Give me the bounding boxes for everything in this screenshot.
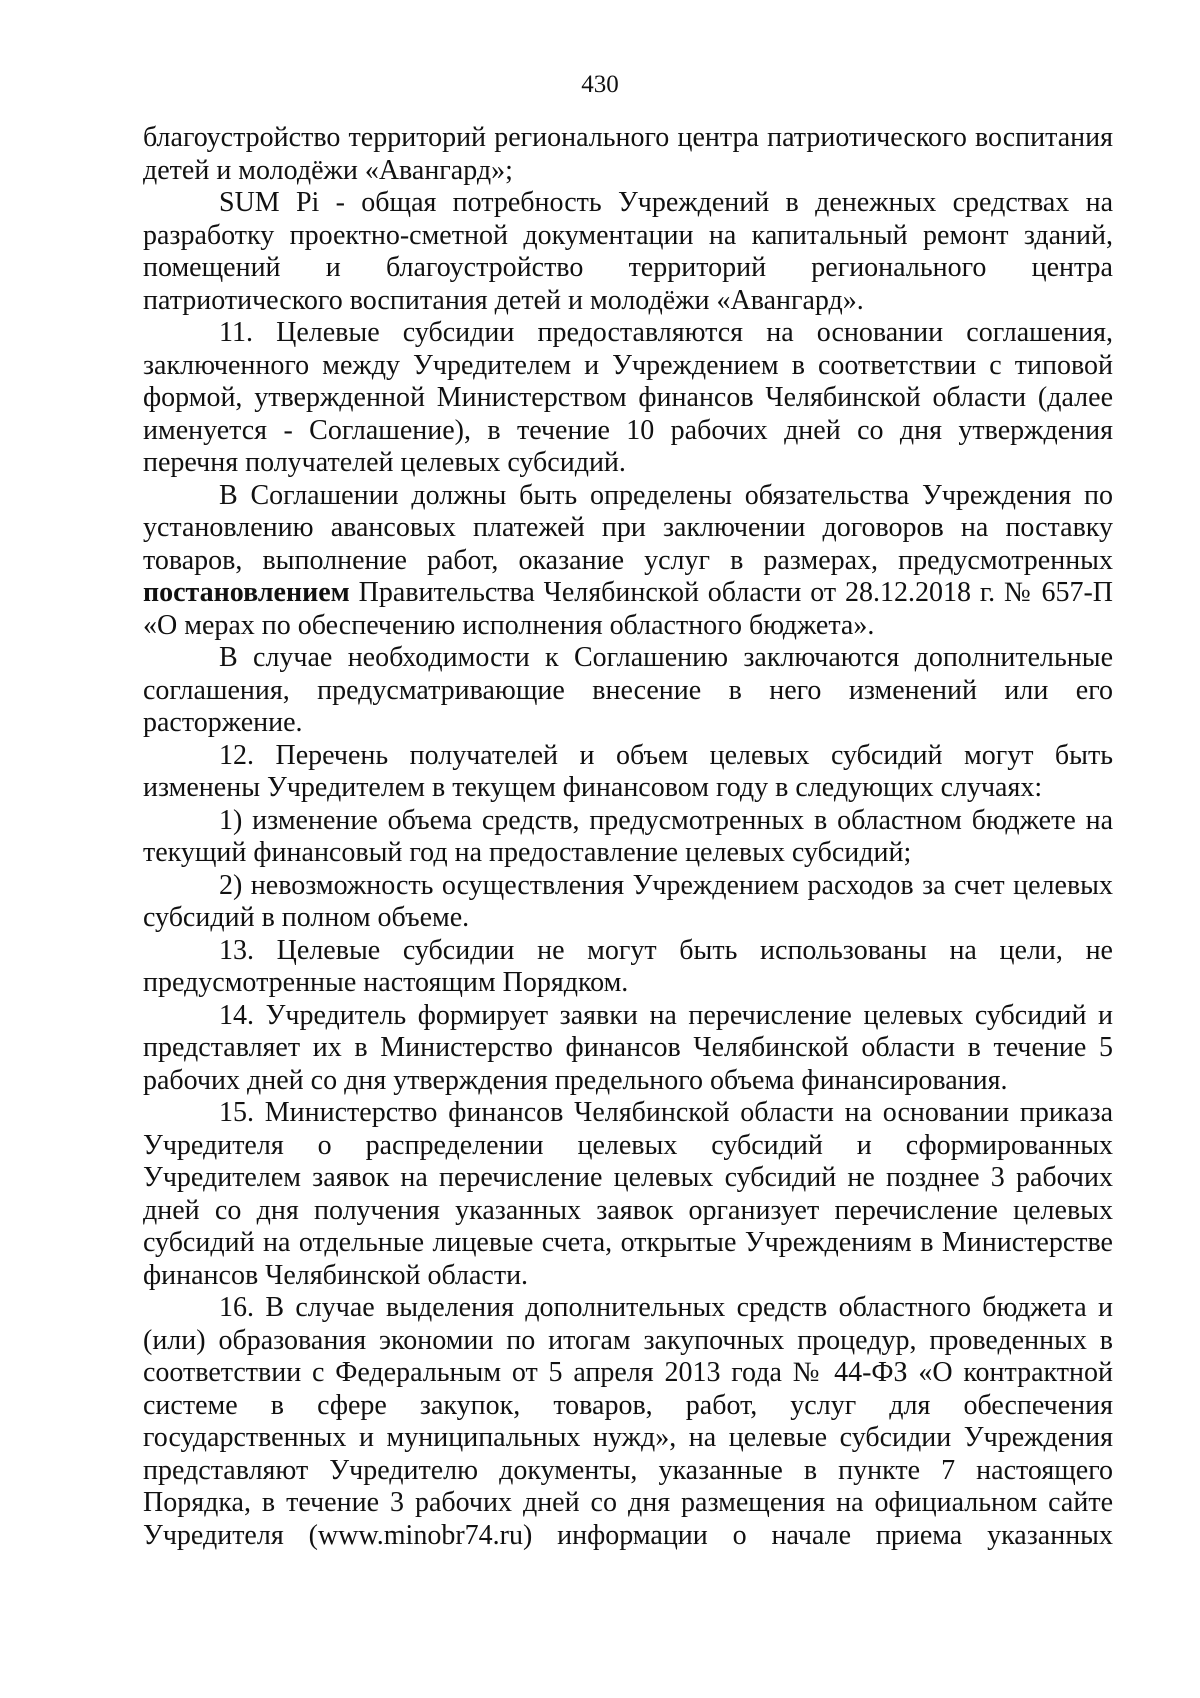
agreement-text-end: Правительства Челябинской области от 28.12.2018 г. № 657-П «О мерах по обеспечению исполнения областного бюджета». [143,577,1113,641]
list-item-2: 2) невозможность осуществления Учреждением расходов за счет целевых субсидий в полном объеме. [143,869,1113,933]
paragraph-clause-16: 16. В случае выделения дополнительных средств областного бюджета и (или) образования экономии по итогам закупочных процедур, проведенных в соответствии с Федеральным от 5 апреля 2013 года № 44-ФЗ «О контрактной системе в сфере закупок, товаров, работ, услуг для обеспечения государственных и муниципальных нужд», на целевые субсидии Учреждения представляют Учредителю документы, указанные в пункте 7 настоящего Порядка, в течение 3 рабочих дней со дня размещения на официальном сайте Учредителя (www.minobr74.ru) информации о начале приема указанных [143,1292,1113,1551]
paragraph-clause-14: 14. Учредитель формирует заявки на перечисление целевых субсидий и представляет их в Министерство финансов Челябинской области в течение 5 рабочих дней со дня утверждения предельного объема финансирования. [143,999,1113,1096]
paragraph-clause-13: 13. Целевые субсидии не могут быть использованы на цели, не предусмотренные настоящим Порядком. [143,934,1113,998]
document-body [143,122,1113,1552]
paragraph-clause-12: 12. Перечень получателей и объем целевых субсидий могут быть изменены Учредителем в текущем финансовом году в следующих случаях: [143,739,1113,803]
paragraph-clause-11: 11. Целевые субсидии предоставляются на основании соглашения, заключенного между Учредителем и Учреждением в соответствии с типовой формой, утвержденной Министерством финансов Челябинской области (далее именуется - Соглашение), в течение 10 рабочих дней со дня утверждения перечня получателей целевых субсидий. [143,317,1113,478]
paragraph-sum-pi-definition: SUM Pi - общая потребность Учреждений в денежных средствах на разработку проектно-сметной документации на капитальный ремонт зданий, помещений и благоустройство территорий регионального центра патриотического воспитания детей и молодёжи «Авангард». [143,187,1113,316]
postanovlenie-bold-text: постановлением [143,577,350,608]
paragraph-additional-agreements: В случае необходимости к Соглашению заключаются дополнительные соглашения, предусматривающие внесение в него изменений или его расторжение. [143,642,1113,738]
list-item-1: 1) изменение объема средств, предусмотренных в областном бюджете на текущий финансовый год на предоставление целевых субсидий; [143,804,1113,868]
agreement-text-start: В Соглашении должны быть определены обязательства Учреждения по установлению авансовых платежей при заключении договоров на поставку товаров, выполнение работ, оказание услуг в размерах, предусмотренных [143,479,1113,576]
page-number: 430 [581,71,619,98]
paragraph-continuation: благоустройство территорий регионального центра патриотического воспитания детей и молодёжи «Авангард»; [143,122,1113,186]
paragraph-agreement-obligations [143,480,1113,643]
paragraph-clause-15: 15. Министерство финансов Челябинской области на основании приказа Учредителя о распределении целевых субсидий и сформированных Учредителем заявок на перечисление целевых субсидий не позднее 3 рабочих дней со дня получения указанных заявок организует перечисление целевых субсидий на отдельные лицевые счета, открытые Учреждениям в Министерстве финансов Челябинской области. [143,1097,1113,1291]
